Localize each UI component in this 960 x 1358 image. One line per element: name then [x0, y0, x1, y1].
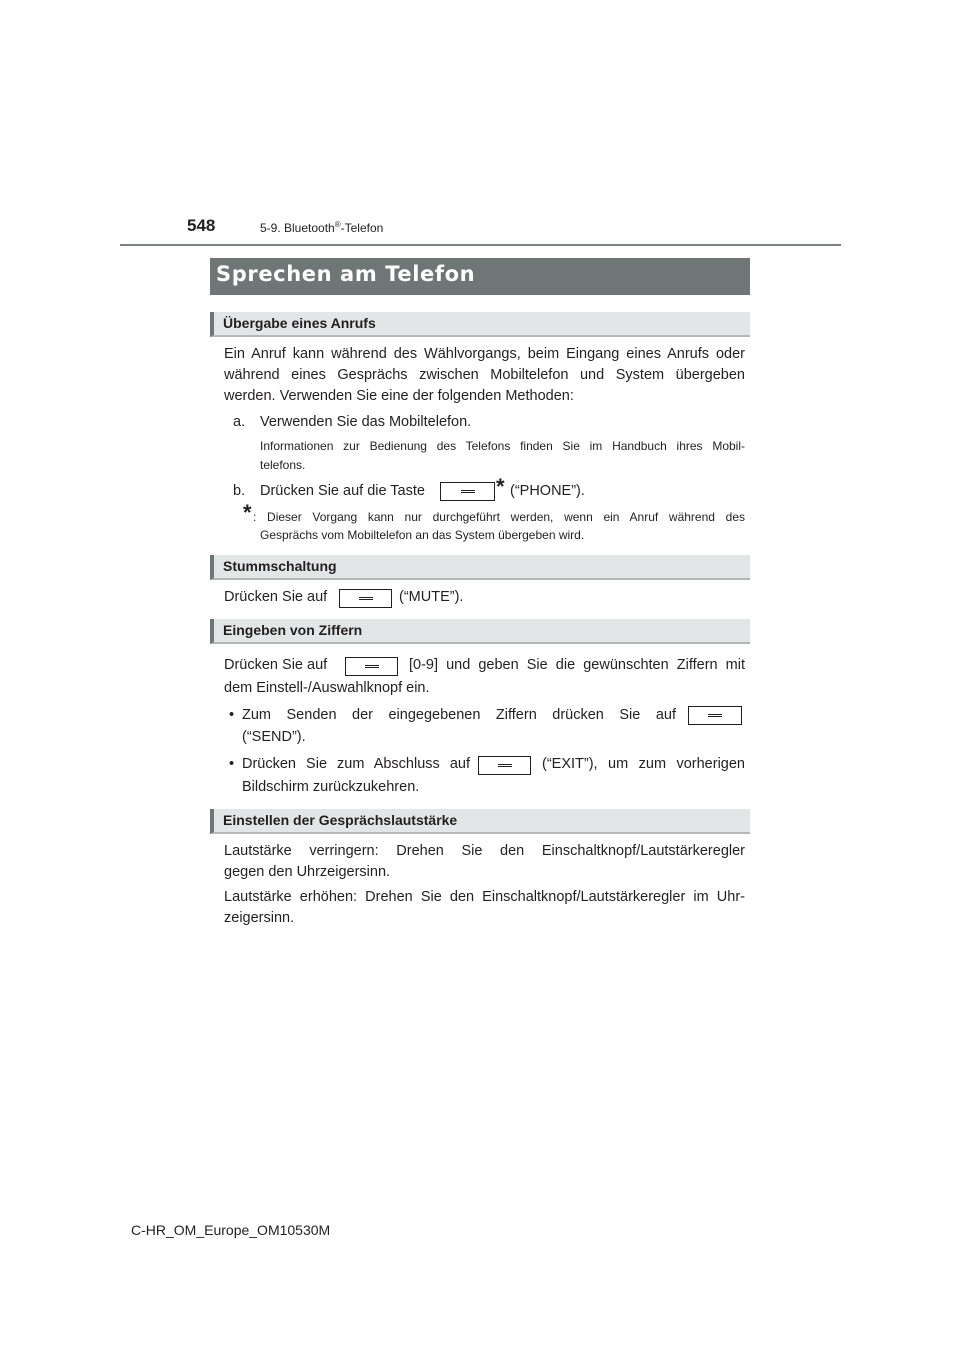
volume-decrease-line-1: Lautstärke verringern: Drehen Sie den Einschaltknopf/Lautstärkeregler — [224, 843, 745, 859]
page-title-bar — [210, 258, 750, 295]
step-b-text-post: (“PHONE”). — [510, 483, 585, 499]
step-a-marker: a. — [233, 414, 246, 430]
digits-text-pre: Drücken Sie auf — [224, 657, 328, 673]
section-heading-mute — [210, 555, 750, 580]
digits-key-icon — [345, 657, 398, 676]
step-b-text: Drücken Sie auf die Taste — [260, 483, 425, 499]
header-divider — [120, 244, 841, 246]
bullet-marker: • — [229, 756, 235, 772]
section-heading-text: Eingeben von Ziffern — [223, 622, 363, 638]
section-heading-digits — [210, 619, 750, 644]
mute-text-post: (“MUTE”). — [399, 589, 464, 605]
footnote-asterisk: * — [243, 500, 252, 525]
mute-key-icon — [339, 589, 392, 608]
transfer-intro-line-3: werden. Verwenden Sie eine der folgenden Methoden: — [224, 388, 574, 404]
breadcrumb-suffix: -Telefon — [340, 221, 384, 235]
page-title: Sprechen am Telefon — [216, 262, 476, 286]
breadcrumb-prefix: 5-9. Bluetooth — [260, 221, 335, 235]
transfer-intro-line-1: Ein Anruf kann während des Wählvorgangs, beim Eingang eines Anrufs oder — [224, 346, 745, 362]
exit-bullet-line-2: Bildschirm zurückzukehren. — [242, 779, 420, 795]
section-heading-text: Einstellen der Gesprächslautstärke — [223, 812, 458, 828]
footnote-line-2: Gesprächs vom Mobiltelefon an das System übergeben wird. — [260, 528, 585, 542]
send-bullet-line-1: Zum Senden der eingegebenen Ziffern drücken Sie auf — [242, 707, 676, 723]
digits-text-line-2: dem Einstell-/Auswahlknopf ein. — [224, 680, 430, 696]
phone-key-icon — [440, 482, 495, 501]
step-b-marker: b. — [233, 483, 246, 499]
step-a-text: Verwenden Sie das Mobiltelefon. — [260, 414, 472, 430]
section-heading-transfer — [210, 312, 750, 337]
section-heading-text: Stummschaltung — [223, 558, 337, 574]
volume-increase-line-2: zeigersinn. — [224, 910, 295, 926]
step-a-note-line-1: Informationen zur Bedienung des Telefons finden Sie im Handbuch ihres Mobil- — [260, 439, 745, 453]
exit-bullet-text-pre: Drücken Sie zum Abschluss auf — [242, 756, 470, 772]
section-heading-volume — [210, 809, 750, 834]
volume-increase-line-1: Lautstärke erhöhen: Drehen Sie den Einschaltknopf/Lautstärkeregler im Uhr- — [224, 889, 745, 905]
footnote-line-1: : Dieser Vorgang kann nur durchgeführt werden, wenn ein Anruf während des — [253, 510, 745, 524]
send-key-icon — [688, 706, 742, 725]
send-bullet-line-2: (“SEND”). — [242, 729, 306, 745]
page-number: 548 — [187, 216, 216, 235]
registered-mark: ® — [334, 220, 341, 229]
bullet-marker: • — [229, 707, 235, 723]
volume-decrease-line-2: gegen den Uhrzeigersinn. — [224, 864, 391, 880]
transfer-intro-line-2: während eines Gesprächs zwischen Mobiltelefon und System übergeben — [224, 367, 745, 383]
section-heading-text: Übergabe eines Anrufs — [223, 315, 376, 331]
mute-text: Drücken Sie auf — [224, 589, 328, 605]
breadcrumb — [260, 221, 383, 235]
digits-text-post: [0-9] und geben Sie die gewünschten Ziffern mit — [409, 657, 745, 673]
page-header — [120, 212, 841, 248]
document-id: C-HR_OM_Europe_OM10530M — [131, 1222, 331, 1238]
step-a-note-line-2: telefons. — [260, 458, 306, 472]
exit-bullet-text-post: (“EXIT”), um zum vorherigen — [542, 756, 745, 772]
exit-key-icon — [478, 756, 531, 775]
asterisk-mark: * — [496, 474, 505, 499]
